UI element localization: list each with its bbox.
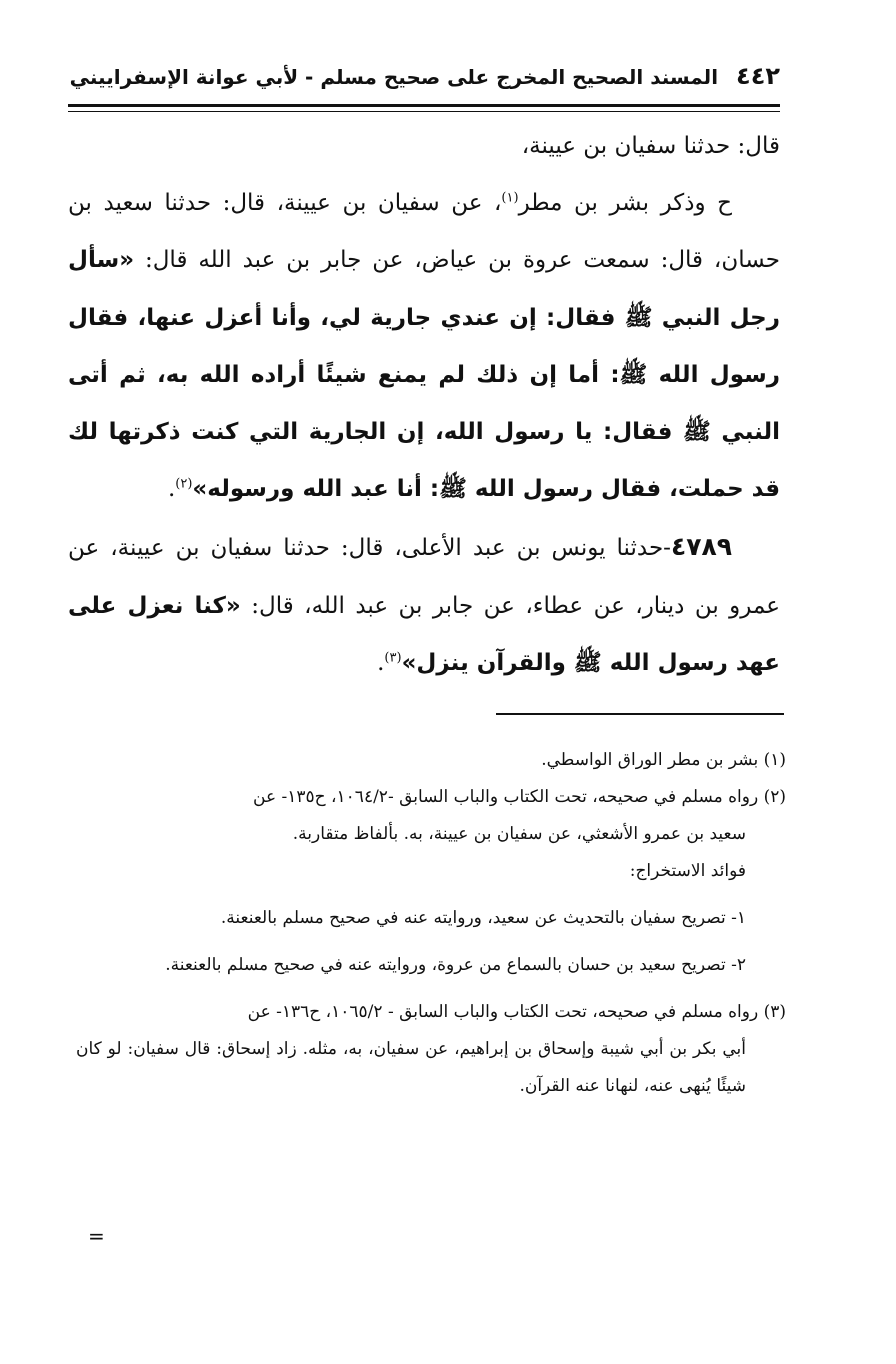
footnote-2-line-2: سعيد بن عمرو الأشعثي، عن سفيان بن عيينة، به. بألفاظ متقاربة. xyxy=(292,824,746,844)
page-header xyxy=(68,62,780,102)
header-rule-thin xyxy=(68,111,780,112)
footnote-2-point-2: ٢- تصريح سعيد بن حسان بالسماع من عروة، وروايته عنه في صحيح مسلم بالعنعنة. xyxy=(165,955,746,975)
header-rule-thick xyxy=(68,104,780,107)
footnote-ref-1: (١) xyxy=(501,190,519,206)
paragraph-2-end: . xyxy=(167,476,176,503)
footnote-2-subheading: فوائد الاستخراج: xyxy=(629,861,746,881)
continuation-mark: = xyxy=(88,1224,105,1248)
footnote-3-line-1: (٣) رواه مسلم في صحيحه، تحت الكتاب والباب السابق - ١٠٦٥/٢، ح١٣٦- عن xyxy=(247,1002,786,1022)
hadith-number: ٤٧٨٩ xyxy=(670,532,732,562)
page-number: ٤٤٢ xyxy=(736,62,780,90)
footnote-2-line-1: (٢) رواه مسلم في صحيحه، تحت الكتاب والباب السابق -١٠٦٤/٢، ح١٣٥- عن xyxy=(253,787,786,807)
footnote-1: (١) بشر بن مطر الوراق الواسطي. xyxy=(541,750,786,770)
footnote-ref-2: (٢) xyxy=(175,476,193,492)
paragraph-3-end: . xyxy=(377,649,385,676)
footnote-ref-3: (٣) xyxy=(384,650,402,666)
footnote-2-point-1: ١- تصريح سفيان بالتحديث عن سعيد، وروايته عنه في صحيح مسلم بالعنعنة. xyxy=(220,908,746,928)
paragraph-2 xyxy=(68,175,780,518)
paragraph-2-matn: «سأل رجل النبي ﷺ فقال: إن عندي جارية لي، وأنا أعزل عنها، فقال رسول الله ﷺ: أما إن ذلك لم يمنع شيئًا أراده الله به، ثم أتى النبي ﷺ فقال: يا رسول الله، إن الجارية التي كنت ذكرتها لك قد حملت، فقال رسول الله ﷺ: أنا عبد الله ورسوله» xyxy=(68,247,780,503)
footnote-3-line-2: أبي بكر بن أبي شيبة وإسحاق بن إبراهيم، عن سفيان، به، مثله. زاد إسحاق: قال سفيان: لو كان شيئًا يُنهى عنه، لنهانا عنه القرآن. xyxy=(76,1039,746,1096)
paragraph-2-isnad: ، عن سفيان بن عيينة، قال: حدثنا سعيد بن حسان، قال: سمعت عروة بن عياض، عن جابر بن عبد الله قال: xyxy=(68,190,780,274)
paragraph-3-matn: «كنا نعزل على عهد رسول الله ﷺ والقرآن ينزل» xyxy=(68,592,780,676)
paragraph-1: قال: حدثنا سفيان بن عيينة، xyxy=(521,133,780,159)
main-text xyxy=(68,118,780,692)
footnote-separator xyxy=(496,713,784,715)
paragraph-2-intro: ح وذكر بشر بن مطر xyxy=(518,190,732,217)
footnotes xyxy=(76,742,786,1105)
paragraph-3-isnad: -حدثنا يونس بن عبد الأعلى، قال: حدثنا سفيان بن عيينة، عن عمرو بن دينار، عن عطاء، عن جابر بن عبد الله، قال: xyxy=(68,535,781,619)
running-title: المسند الصحيح المخرج على صحيح مسلم - لأبي عوانة الإسفراييني xyxy=(69,65,719,89)
paragraph-3 xyxy=(68,518,780,692)
